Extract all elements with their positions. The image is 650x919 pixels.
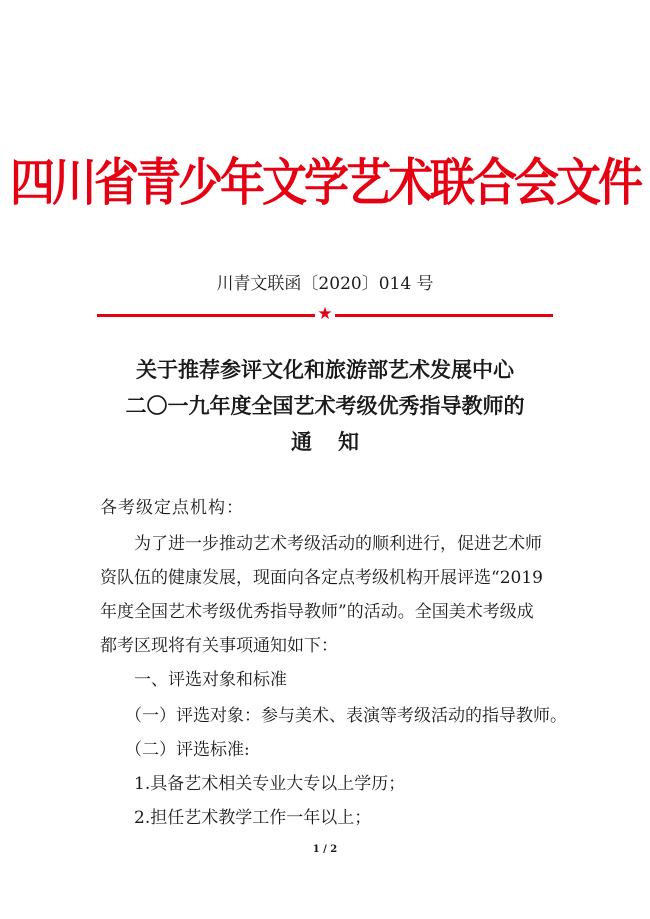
document-number: 川青文联函〔2020〕014 号 [216,274,434,294]
document-title-line-2: 二〇一九年度全国艺术考级优秀指导教师的 [125,393,525,418]
divider-line-left [97,314,315,317]
paragraph-line: 年度全国艺术考级优秀指导教师”的活动。全国美术考级成 [100,602,534,622]
criterion-item: 1.具备艺术相关专业大专以上学历； [134,774,406,794]
paragraph-line: 都考区现将有关事项通知如下： [100,636,338,656]
criterion-item: 2.担任艺术教学工作一年以上； [134,808,372,828]
list-item: （二）评选标准: [125,740,250,760]
section-heading: 一、评选对象和标准 [134,670,287,690]
salutation: 各考级定点机构： [100,498,244,518]
divider-line-right [335,314,553,317]
paragraph-line: 为了进一步推动艺术考级活动的顺利进行，促进艺术师 [134,534,542,554]
list-item: （一）评选对象：参与美术、表演等考级活动的指导教师。 [125,706,567,726]
star-icon: ★ [317,304,333,324]
document-title-line-1: 关于推荐参评文化和旅游部艺术发展中心 [136,357,514,382]
document-title-line-3: 通知 [291,429,385,454]
page-indicator: 1 / 2 [312,844,338,855]
paragraph-line: 资队伍的健康发展，现面向各定点考级机构开展评选“2019 [100,568,543,588]
header-divider [97,306,553,324]
document-masthead: 四川省青少年文学艺术联合会文件 [9,152,640,213]
